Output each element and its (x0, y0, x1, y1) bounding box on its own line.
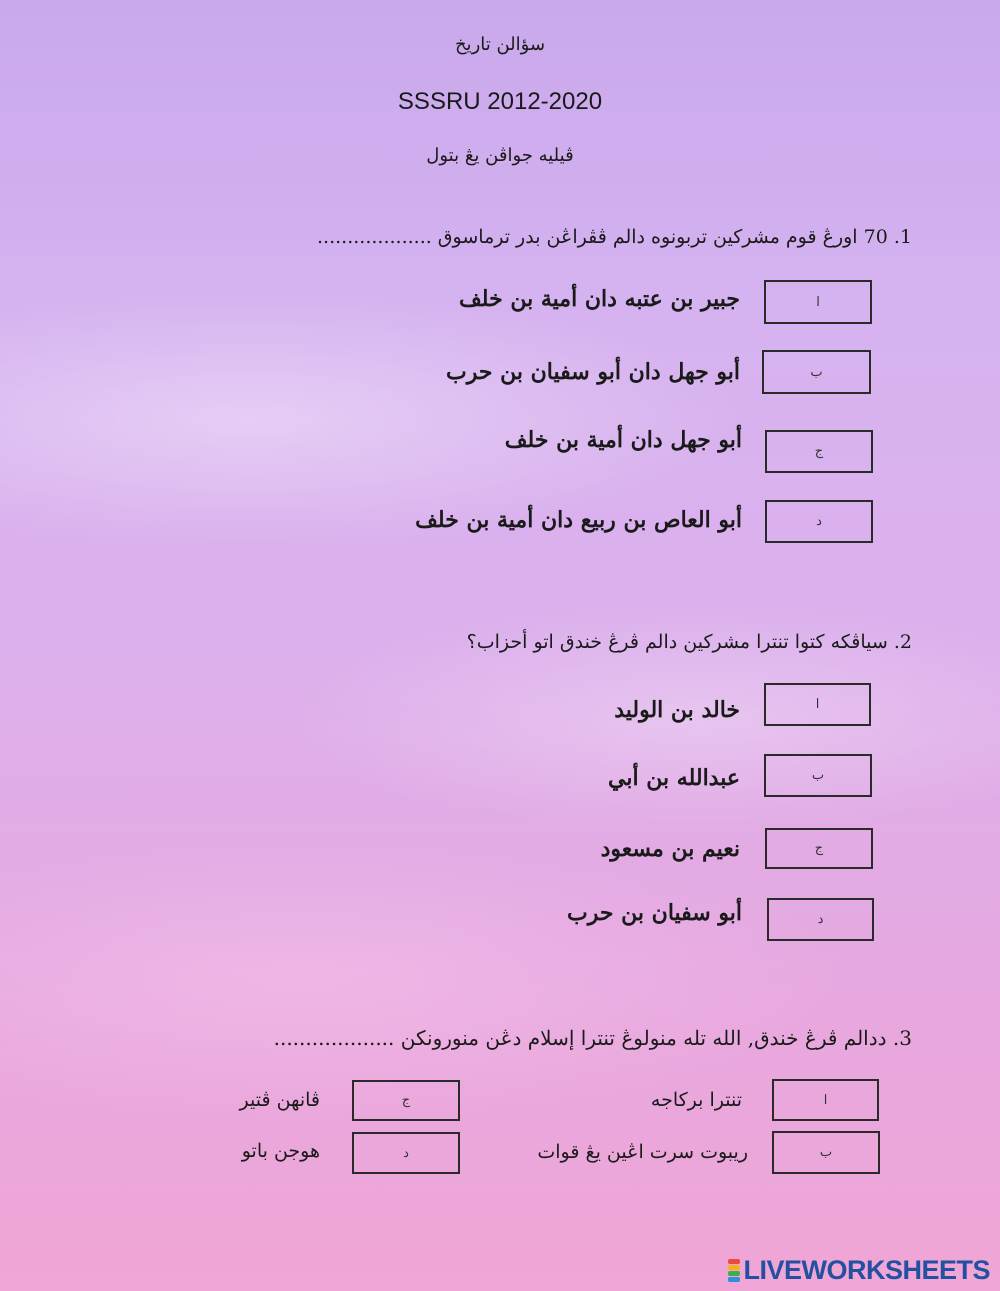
q1-option-a-box[interactable] (764, 280, 872, 324)
q3-option-a-letter: ا (823, 1092, 828, 1108)
q2-option-d-box[interactable] (767, 898, 874, 941)
q1-option-a-text: جبير بن عتبه دان أمية بن خلف (459, 286, 740, 312)
q1-option-d-text: أبو العاص بن ربيع دان أمية بن خلف (415, 507, 742, 533)
q1-option-a-letter: ا (816, 294, 820, 310)
q1-option-c-letter: ج (814, 444, 824, 459)
q3-option-c-letter: ج (401, 1093, 411, 1108)
q3-option-a-text: تنترا بركاجه (650, 1089, 742, 1111)
q1-option-b-letter: ب (810, 364, 823, 380)
q3-option-d-letter: د (403, 1145, 409, 1161)
q1-option-d-box[interactable] (765, 500, 873, 543)
instruction-text: ڤيليه جواڤن يڠ بتول (426, 145, 574, 166)
logo-block-3 (728, 1271, 740, 1276)
q2-option-b-letter: ب (811, 768, 825, 783)
q3-option-c-text: ڤانهن ڤتير (239, 1089, 320, 1111)
liveworksheets-logo-text: LIVEWORKSHEETS (743, 1254, 990, 1285)
q3-option-a-box[interactable] (772, 1079, 879, 1121)
q2-option-b-text: عبدالله بن أبي (608, 765, 740, 791)
q2-option-d-text: أبو سفيان بن حرب (567, 900, 742, 926)
q1-option-b-text: أبو جهل دان أبو سفيان بن حرب (445, 359, 740, 385)
q3-option-d-box[interactable] (352, 1132, 460, 1174)
question-2-text: 2. سياڤكه كتوا تنترا مشركين دالم ڤرڠ خندق اتو أحزاب؟ (466, 631, 912, 653)
q1-option-c-text: أبو جهل دان أمية بن خلف (504, 427, 742, 453)
q2-option-c-letter: ج (814, 841, 824, 856)
logo-block-4 (728, 1277, 740, 1282)
question-3-text: 3. ددالم ڤرڠ خندق, الله تله منولوڠ تنترا إسلام دڠن منورونكن ................... (273, 1026, 912, 1050)
exam-title: SSSRU 2012-2020 (397, 88, 603, 115)
q3-option-b-box[interactable] (772, 1131, 880, 1174)
q2-option-c-box[interactable] (765, 828, 873, 869)
q1-option-b-box[interactable] (762, 350, 871, 394)
question-1-text: 1. 70 اورڠ قوم مشركين تربونوه دالم ڤڤراڠن بدر ترماسوق ................... (317, 226, 912, 248)
q3-option-c-box[interactable] (352, 1080, 460, 1121)
q2-option-c-text: نعيم بن مسعود (600, 836, 740, 862)
q1-option-c-box[interactable] (765, 430, 873, 473)
liveworksheets-logo (728, 1255, 990, 1285)
q2-option-a-letter: ا (815, 697, 820, 712)
q1-option-d-letter: د (816, 514, 822, 529)
q2-option-a-box[interactable] (764, 683, 871, 726)
logo-block-1 (728, 1259, 740, 1264)
subject-title: سؤالن تاريخ (454, 34, 546, 55)
q3-option-d-text: هوجن باتو (241, 1140, 320, 1162)
q3-option-b-text: ريبوت سرت اڠين يڠ قوات (537, 1141, 748, 1163)
liveworksheets-logo-icon (728, 1258, 740, 1282)
logo-block-2 (728, 1265, 740, 1270)
q2-option-d-letter: د (817, 912, 824, 927)
q2-option-a-text: خالد بن الوليد (614, 697, 740, 723)
q2-option-b-box[interactable] (764, 754, 872, 797)
q3-option-b-letter: ب (819, 1145, 833, 1160)
